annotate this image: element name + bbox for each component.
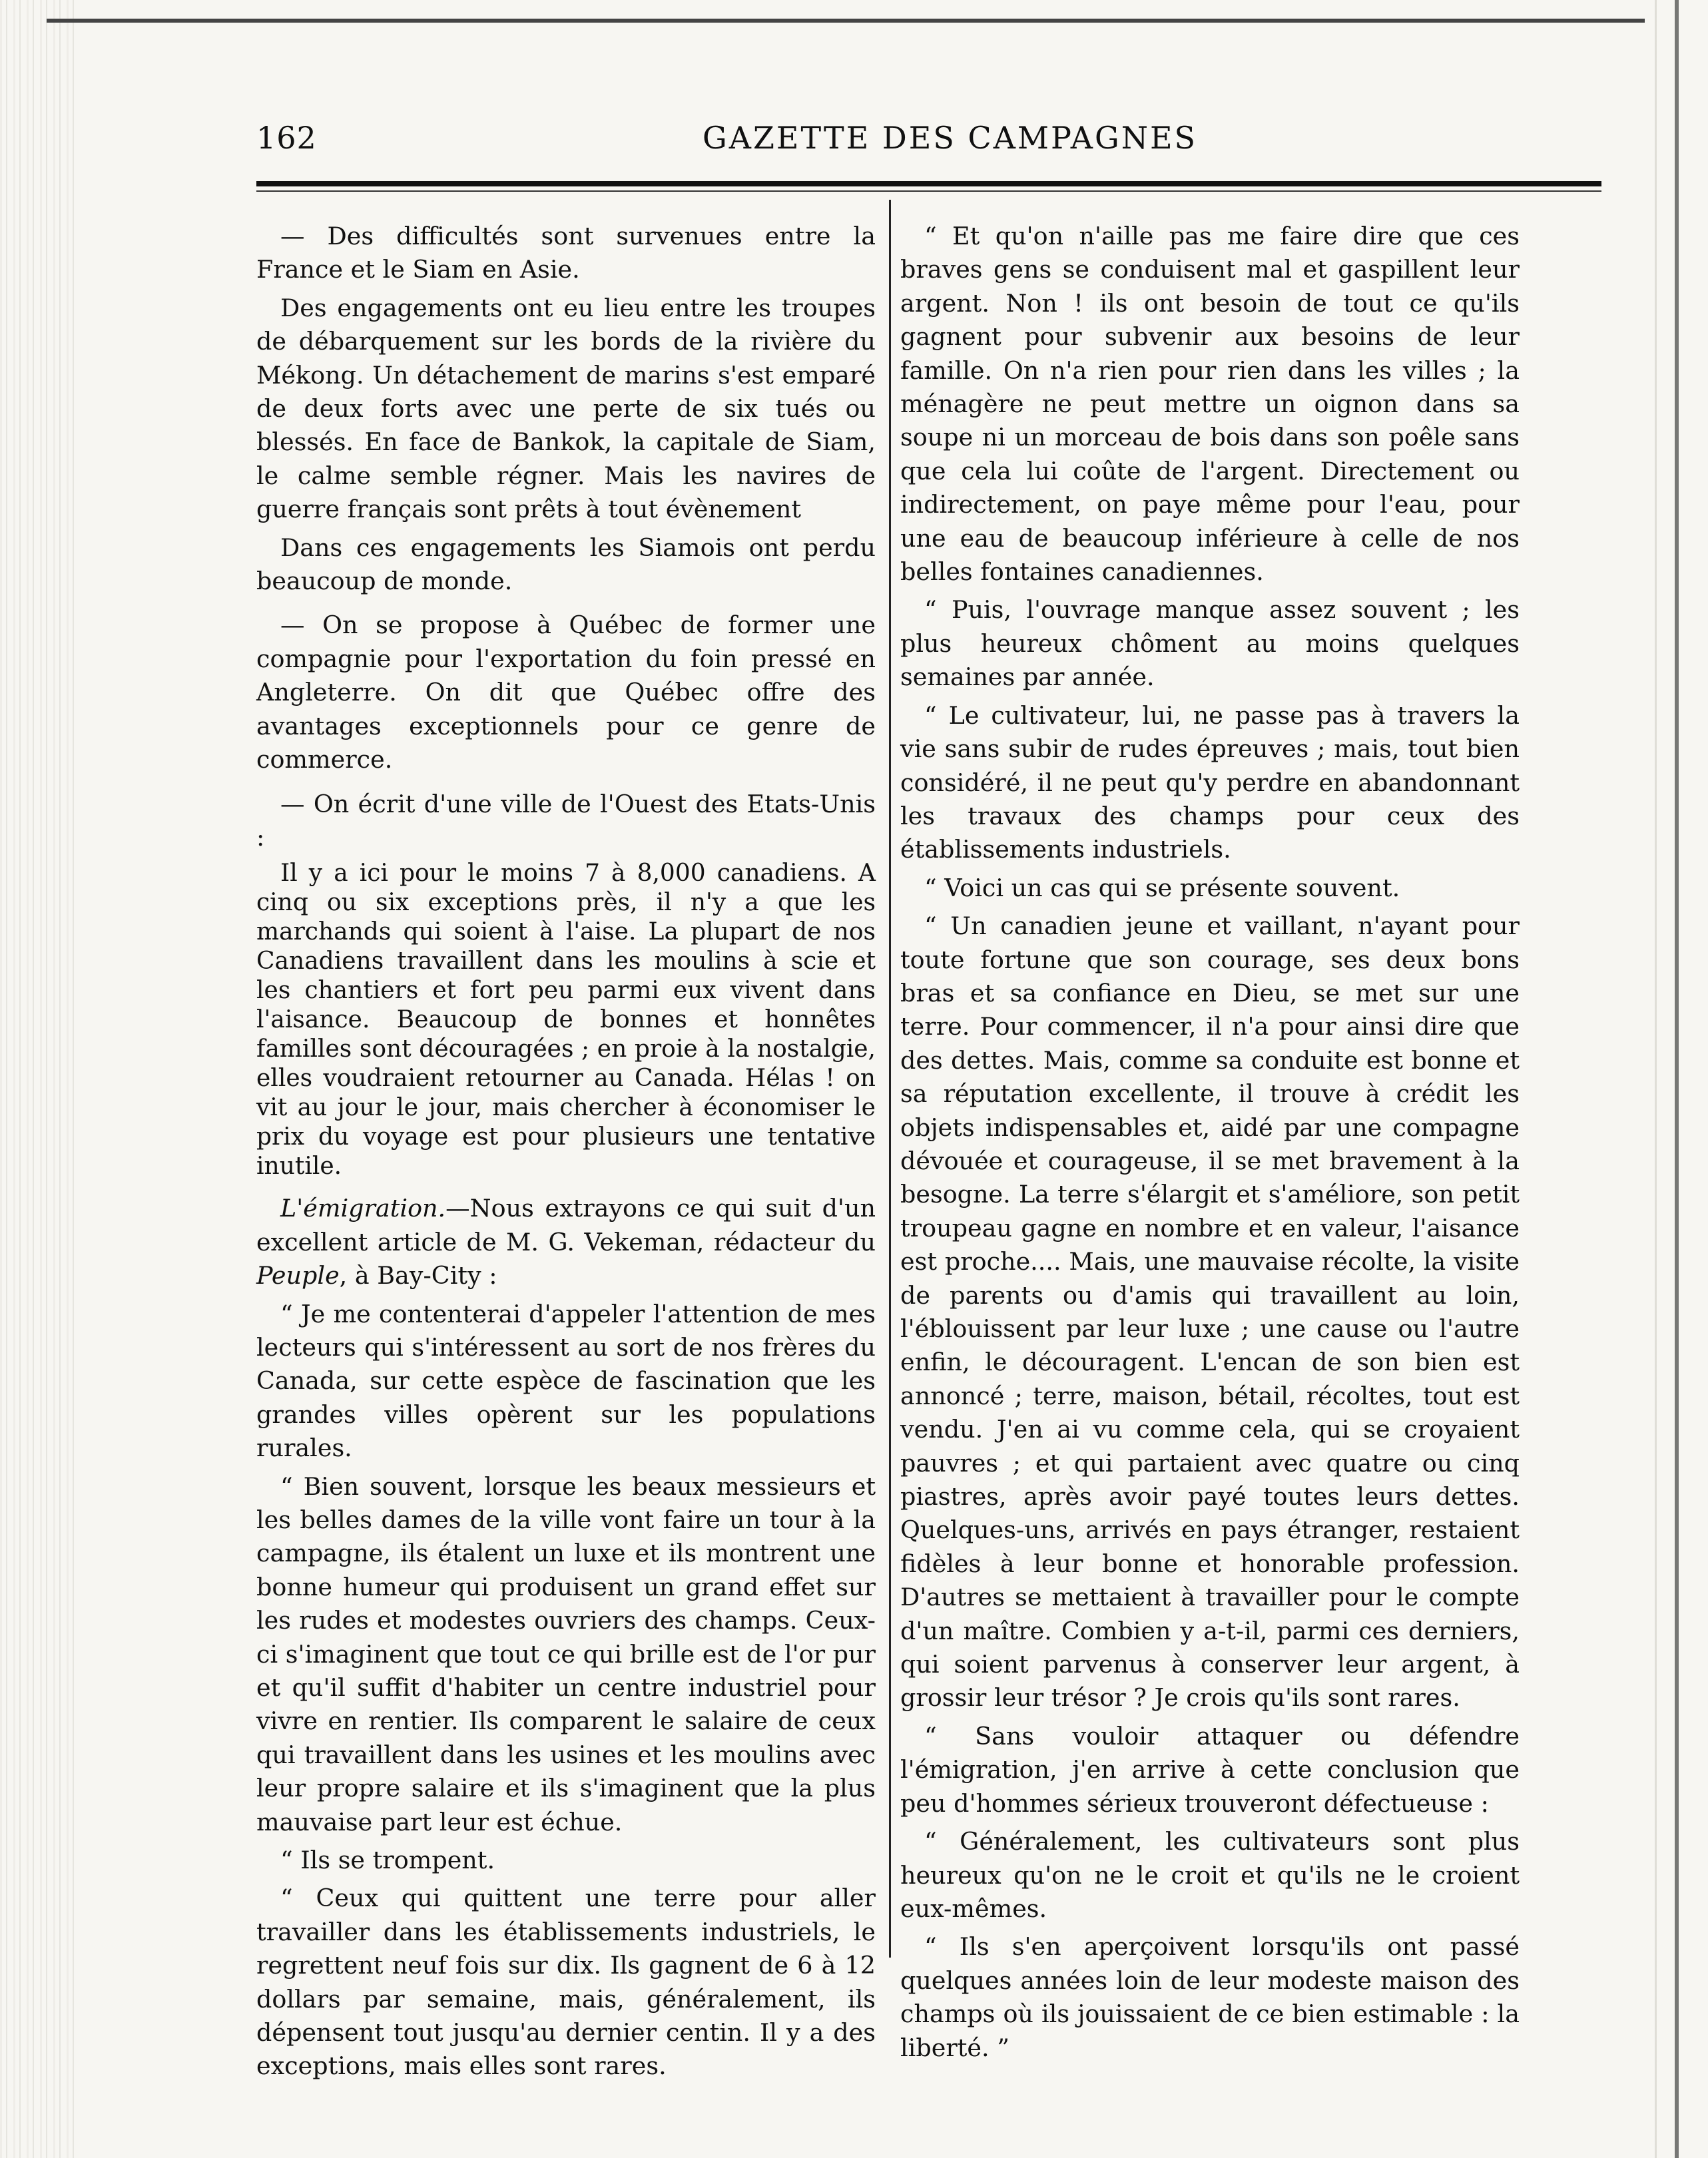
scan-edge-right — [1635, 0, 1708, 2158]
right-column — [900, 220, 1520, 2069]
running-head — [256, 120, 1595, 166]
emigration-heading: L'émigration. — [280, 1194, 446, 1223]
scan-edge-left — [0, 0, 80, 2158]
emigration-paragraph: “ Voici un cas qui se présente souvent. — [924, 873, 1400, 902]
news-letter-intro: — On écrit d'une ville de l'Ouest des Etats-Unis : — [256, 789, 876, 852]
news-hay-export: — On se propose à Québec de former une compagnie pour l'exportation du foin pressé en Angleterre. On dit que Québec offre des avantages exceptionnels pour ce genre de commerce. — [256, 611, 876, 774]
emigration-paragraph: “ Puis, l'ouvrage manque assez souvent ; les plus heureux chôment au moins quelques semaines par année. — [900, 595, 1520, 692]
emigration-intro-text-a: —Nous extrayons ce qui suit d'un excellent article de M. G. Vekeman, rédacteur du — [256, 1194, 876, 1256]
emigration-paragraph: “ Généralement, les cultivateurs sont plus heureux qu'on ne le croit et qu'ils ne le croient eux-mêmes. — [900, 1827, 1520, 1923]
news-siam-losses: Dans ces engagements les Siamois ont perdu beaucoup de monde. — [256, 533, 876, 596]
emigration-paragraph: “ Ils se trompent. — [280, 1846, 495, 1875]
news-siam-dispute: — Des difficultés sont survenues entre la France et le Siam en Asie. — [256, 222, 876, 284]
newspaper-name: Peuple — [256, 1261, 340, 1290]
emigration-intro-text-b: , à Bay-City : — [339, 1261, 497, 1290]
column-divider — [889, 200, 891, 1958]
left-column — [256, 220, 876, 2088]
scan-top-rule — [47, 19, 1645, 23]
emigration-paragraph: “ Sans vouloir attaquer ou défendre l'émigration, j'en arrive à cette conclusion que peu d'hommes sérieux trouveront défectueuse : — [900, 1721, 1520, 1818]
news-letter-body: Il y a ici pour le moins 7 à 8,000 canadiens. A cinq ou six exceptions près, il n'y a que les marchands qui soient à l'aise. La plupart de nos Canadiens travaillent dans les moulins à scie et les chantiers et fort peu parmi eux vivent dans l'aisance. Beaucoup de bonnes et honnêtes familles sont découragées ; en proie à la nostalgie, elles voudraient retourner au Canada. Hélas ! on vit au jour le jour, mais chercher à économiser le prix du voyage est pour plusieurs une tentative inutile. — [256, 860, 876, 1181]
page-number: 162 — [256, 120, 317, 156]
emigration-paragraph: “ Ceux qui quittent une terre pour aller travailler dans les établissements industriels, le regrettent neuf fois sur dix. Ils gagnent de 6 à 12 dollars par semaine, mais, généralement, ils dépensent tout jusqu'au dernier centin. Il y a des exceptions, mais elles sont rares. — [256, 1884, 876, 2081]
emigration-paragraph: “ Un canadien jeune et vaillant, n'ayant pour toute fortune que son courage, ses deux bons bras et sa confiance en Dieu, se met sur une terre. Pour commencer, il n'a pour ainsi dire que des dettes. Mais, comme sa conduite est bonne et sa réputation excellente, il trouve à crédit les objets indispensables et, aidé par une compagne dévouée et courageuse, il se met bravement à la besogne. La terre s'élargit et s'améliore, son petit troupeau gagne en nombre et en valeur, l'aisance est proche.... Mais, une mauvaise récolte, la visite de parents ou d'amis qui travaillent au loin, l'éblouissent par leur luxe ; une cause ou l'autre enfin, le découragent. L'encan de son bien est annoncé ; terre, maison, bétail, récoltes, tout est vendu. J'en ai vu comme cela, qui se croyaient pauvres ; et qui partaient avec quatre ou cinq piastres, après avoir payé toutes leurs dettes. Quelques-uns, arrivés en pays étranger, restaient fidèles à leur bonne et honorable profession. D'autres se mettaient à travailler pour le compte d'un maître. Combien y a-t-il, parmi ces derniers, qui soient parvenus à conserver leur argent, à grossir leur trésor ? Je crois qu'ils sont rares. — [900, 912, 1520, 1713]
header-rule-thin — [256, 190, 1601, 192]
header-rule — [256, 181, 1601, 186]
emigration-paragraph: “ Et qu'on n'aille pas me faire dire que ces braves gens se conduisent mal et gaspillent leur argent. Non ! ils ont besoin de tout ce qu'ils gagnent pour subvenir aux besoins de leur famille. On n'a rien pour rien dans les villes ; la ménagère ne peut mettre un oignon dans sa soupe ni un morceau de bois dans son poêle sans que cela lui coûte de l'argent. Directement ou indirectement, on paye même pour l'eau, pour une eau de beaucoup inférieure à celle de nos belles fontaines canadiennes. — [900, 222, 1520, 587]
news-siam-engagements: Des engagements ont eu lieu entre les troupes de débarquement sur les bords de la rivière du Mékong. Un détachement de marins s'est emparé de deux forts avec une perte de six tués ou blessés. En face de Bankok, la capitale de Siam, le calme semble régner. Mais les navires de guerre français sont prêts à tout évènement — [256, 293, 876, 524]
emigration-intro — [256, 1192, 876, 1292]
journal-title: GAZETTE DES CAMPAGNES — [703, 120, 1198, 156]
emigration-paragraph: “ Le cultivateur, lui, ne passe pas à travers la vie sans subir de rudes épreuves ; mais, tout bien considéré, il ne peut qu'y perdre en abandonnant les travaux des champs pour ceux des établissements industriels. — [900, 700, 1520, 864]
emigration-paragraph: “ Ils s'en aperçoivent lorsqu'ils ont passé quelques années loin de leur modeste maison des champs où ils jouissaient de ce bien estimable : la liberté. ” — [900, 1932, 1520, 2062]
emigration-paragraph: “ Bien souvent, lorsque les beaux messieurs et les belles dames de la ville vont faire un tour à la campagne, ils étalent un luxe et ils montrent une bonne humeur qui produisent un grand effet sur les rudes et modestes ouvriers des champs. Ceux-ci s'imaginent que tout ce qui brille est de l'or pur et qu'il suffit d'habiter un centre industriel pour vivre en rentier. Ils comparent le salaire de ceux qui travaillent dans les usines et les moulins avec leur propre salaire et ils s'imaginent que la plus mauvaise part leur est échue. — [256, 1472, 876, 1836]
emigration-paragraph: “ Je me contenterai d'appeler l'attention de mes lecteurs qui s'intéressent au sort de nos frères du Canada, sur cette espèce de fascination que les grandes villes opèrent sur les populations rurales. — [256, 1299, 876, 1463]
